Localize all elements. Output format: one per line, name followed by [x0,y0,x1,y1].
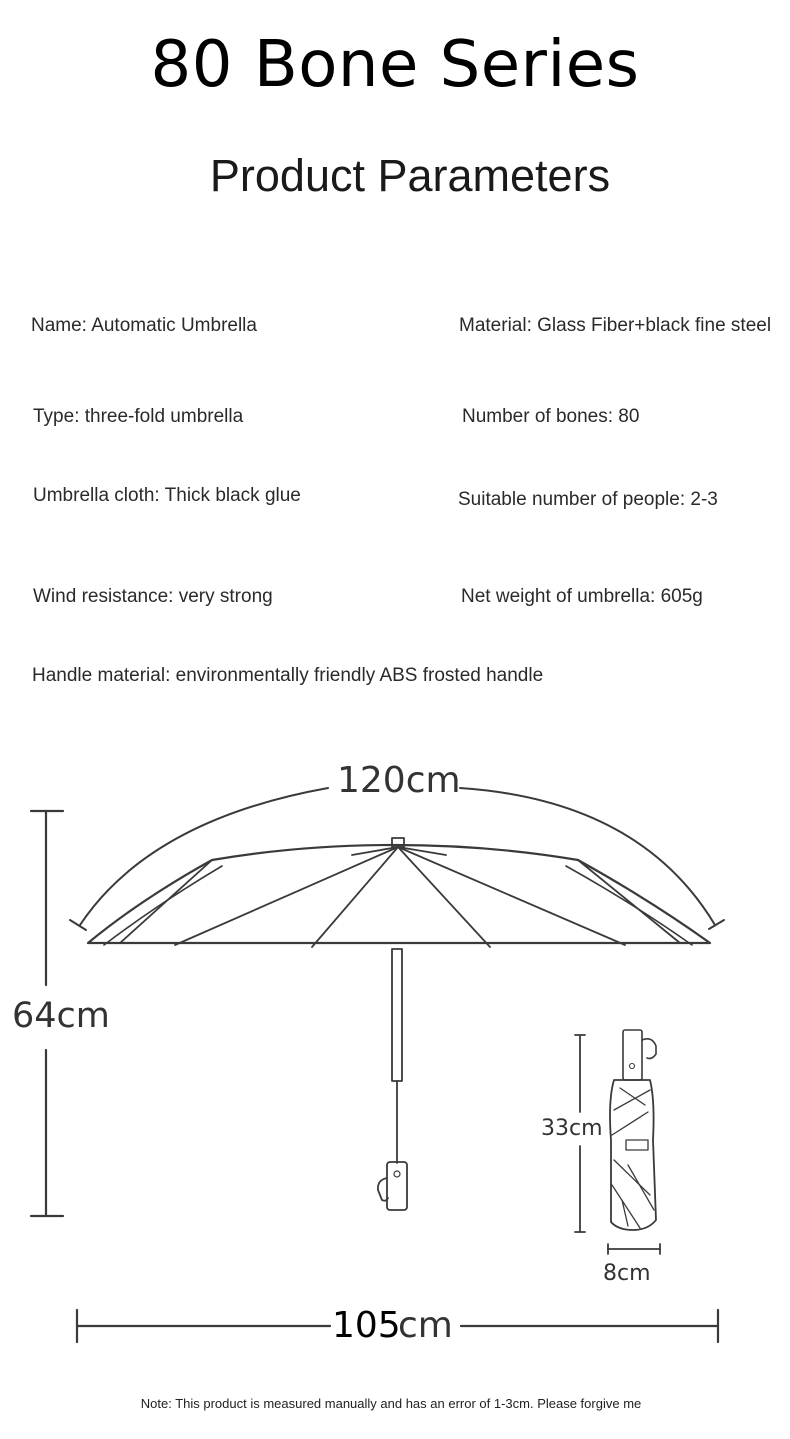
param-cloth: Umbrella cloth: Thick black glue [33,485,301,506]
arc-span-left-line [80,788,328,925]
arc-span-left-tick [70,920,86,930]
page-subtitle: Product Parameters [209,150,611,201]
measurement-note: Note: This product is measured manually and has an error of 1-3cm. Please forgive me [140,1396,642,1411]
param-people: Suitable number of people: 2-3 [458,489,718,510]
folded-handle-button [630,1064,635,1069]
open-width-unit: cm [398,1305,453,1346]
folded-strap-band [626,1140,648,1150]
folded-length-label: 33cm [541,1116,603,1141]
page-title: 80 Bone Series [150,28,640,102]
param-weight: Net weight of umbrella: 605g [461,586,703,607]
folded-handle [623,1030,642,1080]
open-height-label: 64cm [12,996,110,1036]
folded-body [610,1080,656,1230]
folded-width-label: 8cm [603,1261,651,1286]
folded-strap [642,1039,656,1059]
canopy-outline [88,845,710,943]
param-material: Material: Glass Fiber+black fine steel [459,315,772,336]
open-width-number: 105 [332,1305,401,1346]
param-type: Type: three-fold umbrella [33,406,244,427]
folded-wrinkles [612,1088,654,1228]
param-bones: Number of bones: 80 [462,406,640,427]
arc-span-right-line [460,788,715,925]
arc-span-right-tick [709,920,724,929]
umbrella-handle [387,1162,407,1210]
canopy-ribs [120,847,680,947]
param-wind: Wind resistance: very strong [33,586,273,607]
handle-button [394,1171,400,1177]
param-handle: Handle material: environmentally friendly ABS frosted handle [32,665,544,686]
arc-span-label: 120cm [337,760,461,801]
umbrella-shaft-top [392,949,402,1081]
param-name: Name: Automatic Umbrella [31,315,257,336]
